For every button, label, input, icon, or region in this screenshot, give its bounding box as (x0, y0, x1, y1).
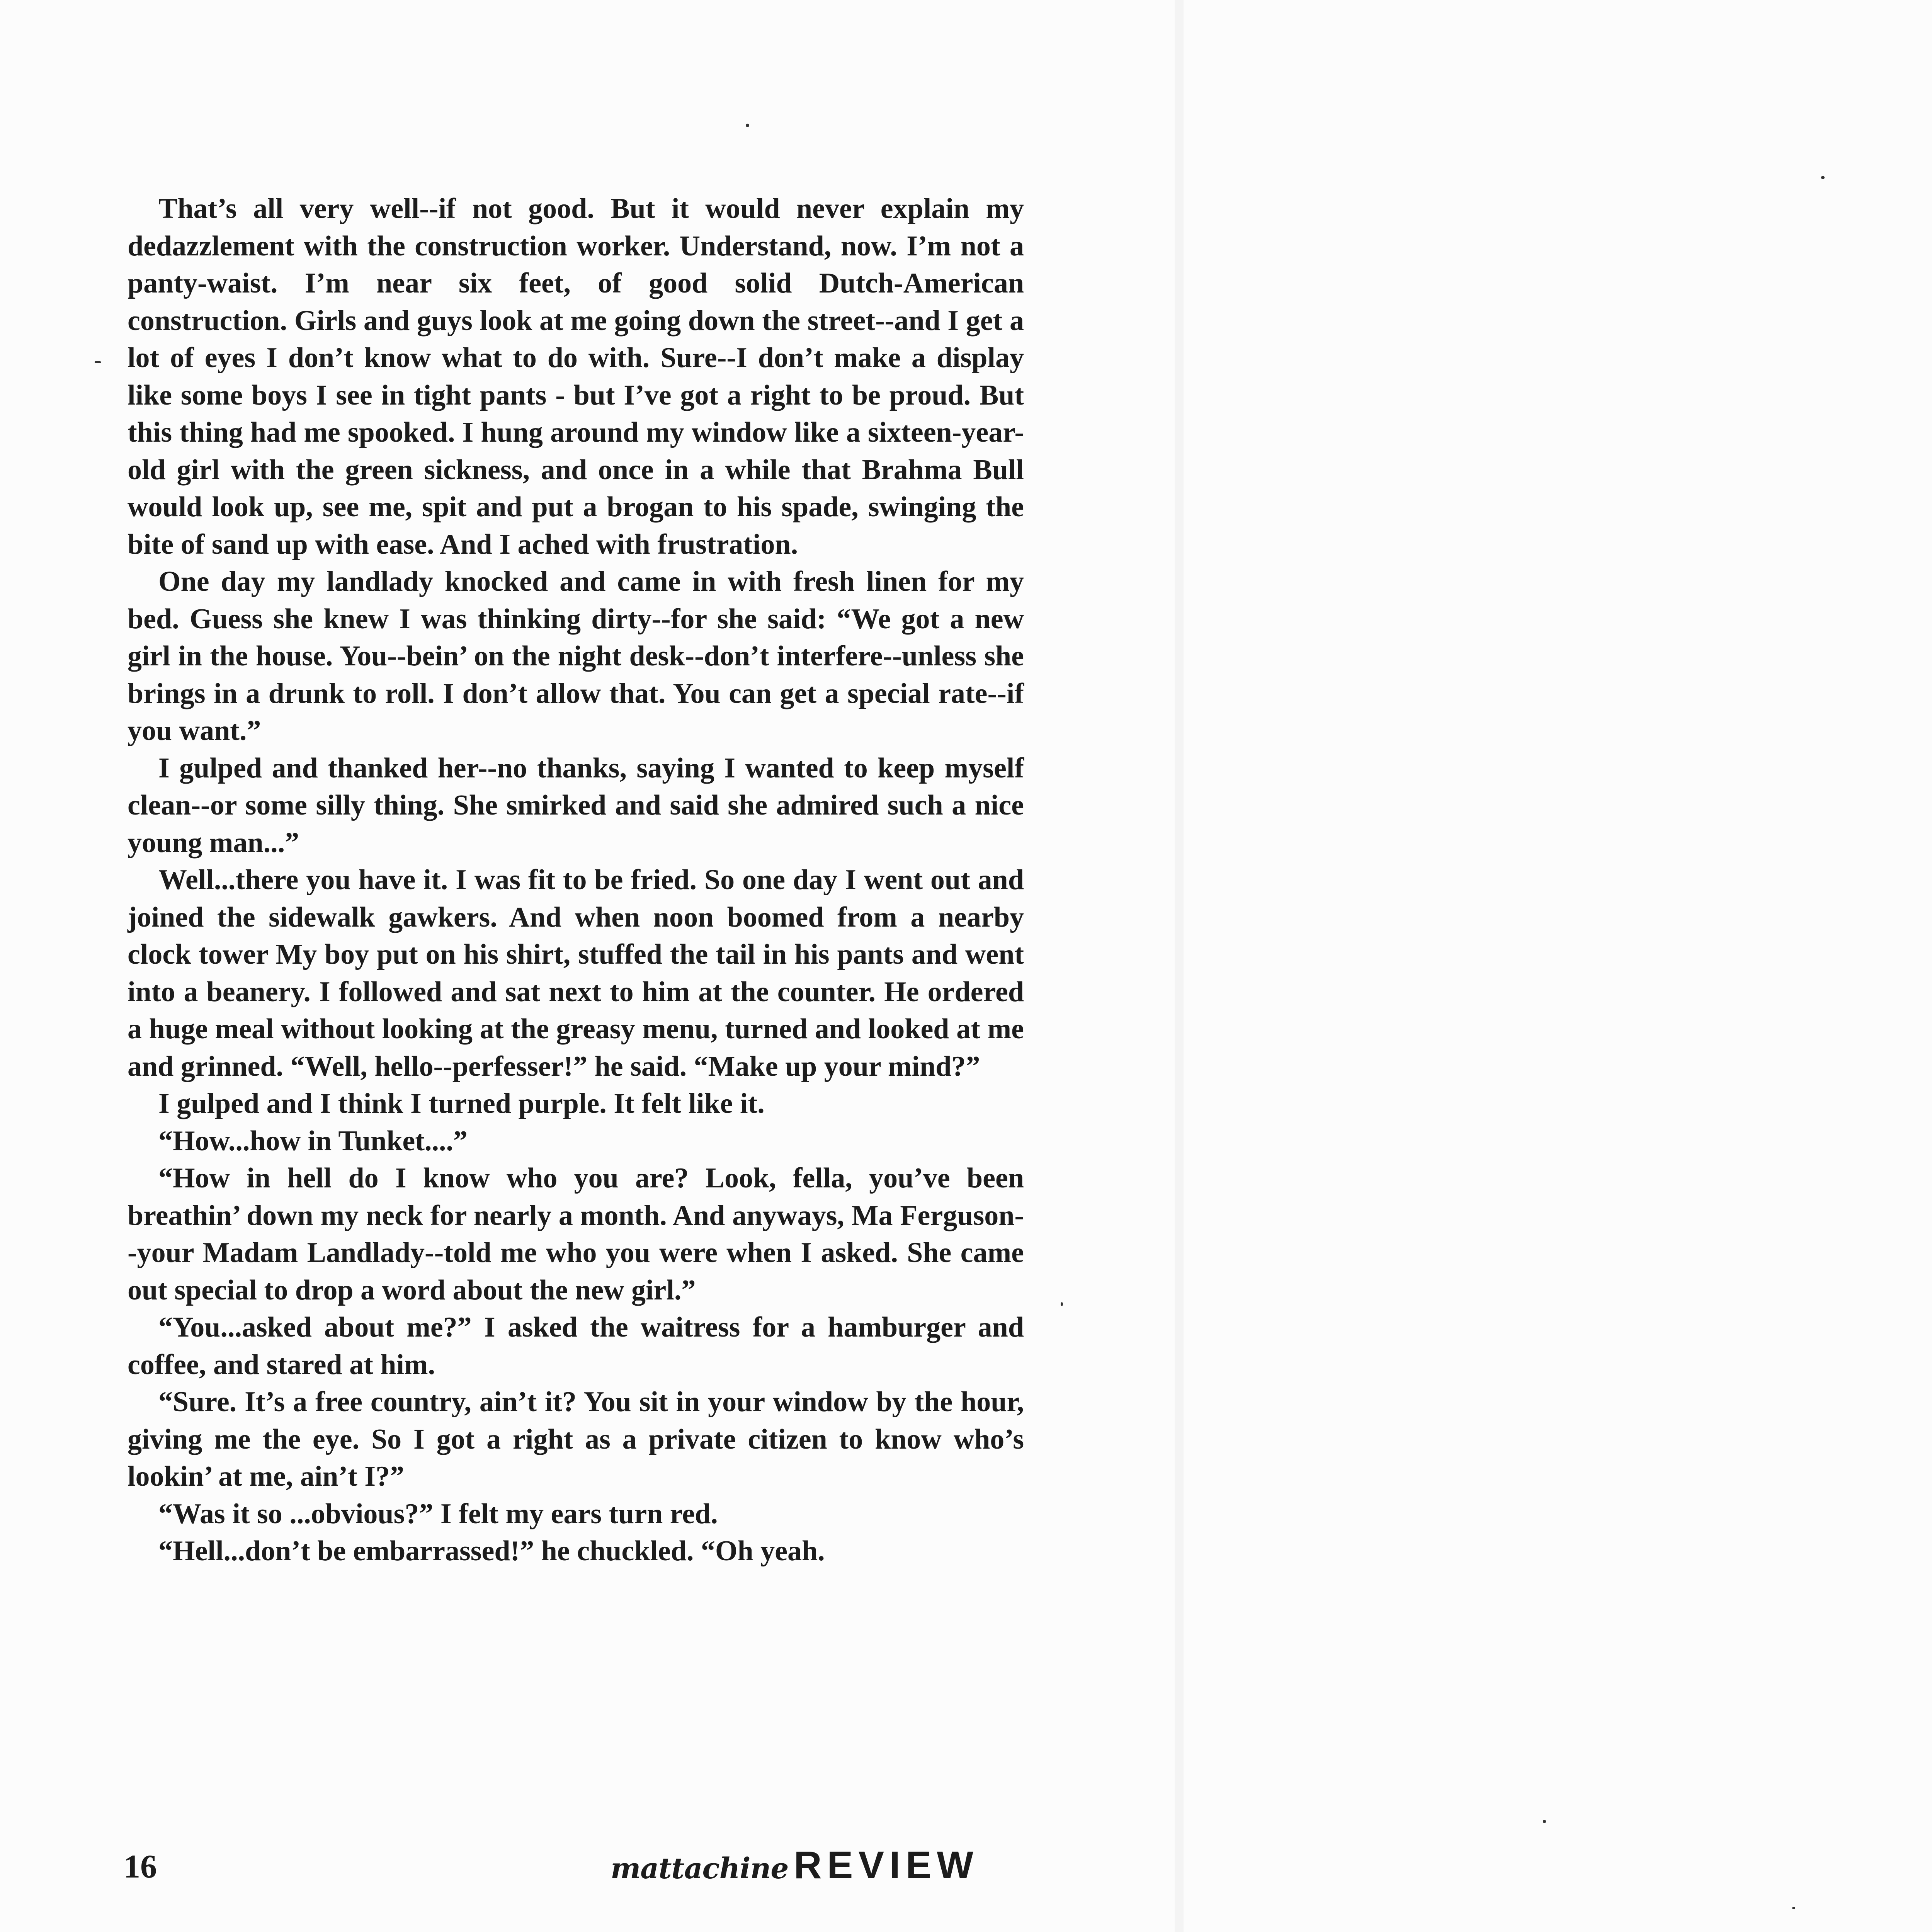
print-speck (1792, 1907, 1795, 1909)
paragraph: “How in hell do I know who you are? Look, fella, you’ve been breathin’ down my neck for nearly a month. And anyways, Ma Ferguson--your Madam Landlady--told me who you were when I asked. She came out special to drop a word about the new girl.” (128, 1162, 1024, 1306)
left-text-column (128, 190, 1024, 1570)
paragraph: I gulped and I think I turned purple. It felt like it. (158, 1088, 765, 1119)
paragraph: “How...how in Tunket....” (158, 1125, 468, 1157)
paragraph: That’s all very well--if not good. But it would never explain my dedazzlement with the construction worker. Understand, now. I’m not a panty-waist. I’m near six feet, of good solid Dutch-American construction. Girls and guys look at me going down the street--and I get a lot of eyes I don’t know what to do with. Sure--I don’t make a display like some boys I see in tight pants - but I’ve got a right to be proud. But this thing had me spooked. I hung around my window like a sixteen-year-old girl with the green sickness, and once in a while that Brahma Bull would look up, see me, spit and put a brogan to his spade, swinging the bite of sand up with ease. And I ached with frustration. (128, 193, 1024, 560)
page-number-left: 16 (124, 1848, 157, 1885)
right-page (1184, 0, 1932, 1932)
running-foot (611, 1843, 979, 1888)
print-speck (1061, 1302, 1063, 1306)
paragraph: “Was it so ...obvious?” I felt my ears turn red. (158, 1498, 718, 1530)
paragraph: Well...there you have it. I was fit to be fried. So one day I went out and joined the sidewalk gawkers. And when noon boomed from a nearby clock tower My boy put on his shirt, stuffed the tail in his pants and went into a beanery. I followed and sat next to him at the counter. He ordered a huge meal without looking at the greasy menu, turned and looked at me and grinned. “Well, hello--perfesser!” he said. “Make up your mind?” (128, 864, 1024, 1082)
print-speck (95, 361, 101, 363)
print-speck (1821, 176, 1825, 179)
paragraph: “You...asked about me?” I asked the waitress for a hamburger and coffee, and stared at him. (128, 1311, 1024, 1381)
paragraph: I gulped and thanked her--no thanks, saying I wanted to keep myself clean--or some silly thing. She smirked and said she admired such a nice young man...” (128, 752, 1024, 859)
magazine-title-bold: REVIEW (794, 1844, 979, 1887)
print-speck (1543, 1820, 1546, 1823)
paragraph: “Sure. It’s a free country, ain’t it? You sit in your window by the hour, giving me the eye. So I got a right as a private citizen to know who’s lookin’ at me, ain’t I?” (128, 1386, 1024, 1492)
print-speck (746, 124, 749, 127)
magazine-title-script: mattachine (611, 1852, 789, 1885)
paragraph: One day my landlady knocked and came in with fresh linen for my bed. Guess she knew I was thinking dirty--for she said: “We got a new girl in the house. You--bein’ on the night desk--don’t interfere--unless she brings in a drunk to roll. I don’t allow that. You can get a special rate--if you want.” (128, 566, 1024, 747)
paragraph: “Hell...don’t be embarrassed!” he chuckled. “Oh yeah. (158, 1535, 825, 1567)
